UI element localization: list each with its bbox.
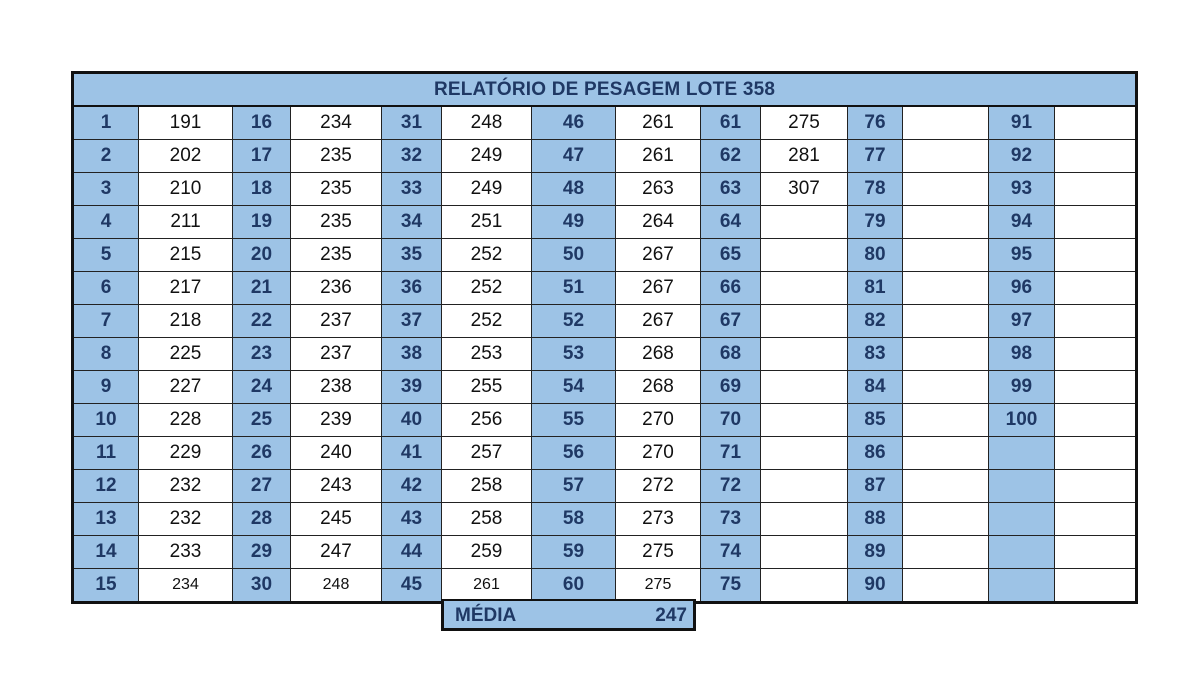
animal-number: 49 — [532, 206, 616, 239]
weight-cell — [903, 437, 989, 470]
animal-number: 96 — [989, 272, 1055, 305]
weight-cell — [1055, 173, 1137, 206]
weight-cell — [1055, 206, 1137, 239]
table-row — [73, 536, 1137, 569]
animal-number: 28 — [233, 503, 291, 536]
weight-cell: 307 — [761, 173, 848, 206]
weighing-report-table — [71, 71, 1138, 604]
weight-cell — [903, 173, 989, 206]
animal-number: 2 — [73, 140, 139, 173]
animal-number: 91 — [989, 106, 1055, 140]
animal-number: 94 — [989, 206, 1055, 239]
weight-cell: 257 — [442, 437, 532, 470]
weight-cell: 215 — [139, 239, 233, 272]
animal-number: 60 — [532, 569, 616, 603]
table-row — [73, 173, 1137, 206]
weight-cell — [1055, 536, 1137, 569]
weight-cell: 234 — [139, 569, 233, 603]
animal-number: 72 — [701, 470, 761, 503]
weight-cell — [903, 536, 989, 569]
weight-cell — [903, 503, 989, 536]
average-box — [441, 599, 696, 631]
weight-cell — [761, 206, 848, 239]
animal-number: 15 — [73, 569, 139, 603]
animal-number: 26 — [233, 437, 291, 470]
weight-cell — [761, 470, 848, 503]
animal-number: 89 — [848, 536, 903, 569]
weight-cell: 272 — [616, 470, 701, 503]
weight-cell: 225 — [139, 338, 233, 371]
weight-cell — [1055, 106, 1137, 140]
animal-number: 3 — [73, 173, 139, 206]
weight-cell — [903, 305, 989, 338]
weight-cell: 268 — [616, 371, 701, 404]
weight-cell — [1055, 272, 1137, 305]
weight-cell: 239 — [291, 404, 382, 437]
weight-cell — [903, 239, 989, 272]
animal-number: 5 — [73, 239, 139, 272]
animal-number: 54 — [532, 371, 616, 404]
animal-number: 48 — [532, 173, 616, 206]
animal-number: 37 — [382, 305, 442, 338]
weight-cell: 267 — [616, 239, 701, 272]
animal-number: 13 — [73, 503, 139, 536]
weight-cell: 235 — [291, 239, 382, 272]
animal-number: 19 — [233, 206, 291, 239]
weight-cell: 248 — [291, 569, 382, 603]
weight-cell — [761, 437, 848, 470]
animal-number: 77 — [848, 140, 903, 173]
animal-number: 78 — [848, 173, 903, 206]
weight-cell — [1055, 470, 1137, 503]
animal-number: 64 — [701, 206, 761, 239]
weight-cell — [903, 106, 989, 140]
weight-cell: 235 — [291, 173, 382, 206]
animal-number: 17 — [233, 140, 291, 173]
weight-cell: 267 — [616, 305, 701, 338]
animal-number: 45 — [382, 569, 442, 603]
weight-cell: 251 — [442, 206, 532, 239]
animal-number: 90 — [848, 569, 903, 603]
weight-cell: 267 — [616, 272, 701, 305]
animal-number: 88 — [848, 503, 903, 536]
weight-cell: 245 — [291, 503, 382, 536]
weight-cell: 249 — [442, 140, 532, 173]
animal-number: 57 — [532, 470, 616, 503]
animal-number: 9 — [73, 371, 139, 404]
animal-number: 95 — [989, 239, 1055, 272]
weight-cell: 281 — [761, 140, 848, 173]
weight-cell: 235 — [291, 140, 382, 173]
animal-number: 46 — [532, 106, 616, 140]
weight-cell — [903, 371, 989, 404]
animal-number: 98 — [989, 338, 1055, 371]
weight-cell: 252 — [442, 239, 532, 272]
weight-cell — [761, 536, 848, 569]
animal-number — [989, 503, 1055, 536]
animal-number: 21 — [233, 272, 291, 305]
weight-cell — [761, 239, 848, 272]
weight-cell: 270 — [616, 437, 701, 470]
weight-cell: 236 — [291, 272, 382, 305]
animal-number: 100 — [989, 404, 1055, 437]
animal-number: 51 — [532, 272, 616, 305]
animal-number: 86 — [848, 437, 903, 470]
animal-number: 81 — [848, 272, 903, 305]
weight-cell — [761, 404, 848, 437]
weight-cell: 275 — [616, 536, 701, 569]
animal-number: 71 — [701, 437, 761, 470]
animal-number: 75 — [701, 569, 761, 603]
weight-cell: 261 — [442, 569, 532, 603]
weight-cell: 235 — [291, 206, 382, 239]
animal-number: 47 — [532, 140, 616, 173]
weight-cell — [1055, 140, 1137, 173]
table-row — [73, 338, 1137, 371]
weight-cell: 255 — [442, 371, 532, 404]
animal-number: 31 — [382, 106, 442, 140]
weight-cell: 253 — [442, 338, 532, 371]
weight-cell: 270 — [616, 404, 701, 437]
animal-number: 53 — [532, 338, 616, 371]
animal-number: 66 — [701, 272, 761, 305]
weight-cell: 275 — [616, 569, 701, 603]
animal-number: 97 — [989, 305, 1055, 338]
weight-cell — [903, 470, 989, 503]
animal-number: 62 — [701, 140, 761, 173]
weight-cell — [1055, 569, 1137, 603]
weight-cell: 263 — [616, 173, 701, 206]
weight-cell: 275 — [761, 106, 848, 140]
weight-cell — [761, 305, 848, 338]
weight-cell: 252 — [442, 305, 532, 338]
weight-cell: 259 — [442, 536, 532, 569]
weight-cell: 202 — [139, 140, 233, 173]
table-row — [73, 404, 1137, 437]
weight-cell: 243 — [291, 470, 382, 503]
weight-cell: 233 — [139, 536, 233, 569]
weight-cell: 248 — [442, 106, 532, 140]
weight-cell — [903, 272, 989, 305]
animal-number: 1 — [73, 106, 139, 140]
weight-cell — [903, 404, 989, 437]
weight-cell: 218 — [139, 305, 233, 338]
table-row — [73, 503, 1137, 536]
animal-number: 65 — [701, 239, 761, 272]
animal-number: 52 — [532, 305, 616, 338]
weight-cell: 217 — [139, 272, 233, 305]
animal-number: 10 — [73, 404, 139, 437]
animal-number: 99 — [989, 371, 1055, 404]
weight-cell: 256 — [442, 404, 532, 437]
weight-cell: 252 — [442, 272, 532, 305]
table-row — [73, 437, 1137, 470]
animal-number: 74 — [701, 536, 761, 569]
animal-number: 41 — [382, 437, 442, 470]
weight-cell — [761, 272, 848, 305]
weight-cell: 258 — [442, 503, 532, 536]
animal-number: 34 — [382, 206, 442, 239]
animal-number: 50 — [532, 239, 616, 272]
weight-cell — [903, 569, 989, 603]
weight-cell — [761, 338, 848, 371]
weight-cell — [903, 338, 989, 371]
animal-number: 67 — [701, 305, 761, 338]
animal-number: 20 — [233, 239, 291, 272]
animal-number: 61 — [701, 106, 761, 140]
animal-number: 40 — [382, 404, 442, 437]
weight-cell: 237 — [291, 338, 382, 371]
weight-cell: 240 — [291, 437, 382, 470]
table-row — [73, 470, 1137, 503]
weight-cell: 247 — [291, 536, 382, 569]
weight-cell: 273 — [616, 503, 701, 536]
animal-number: 68 — [701, 338, 761, 371]
weight-cell: 238 — [291, 371, 382, 404]
weight-cell: 268 — [616, 338, 701, 371]
animal-number: 29 — [233, 536, 291, 569]
weight-cell — [1055, 239, 1137, 272]
animal-number: 4 — [73, 206, 139, 239]
weight-cell — [1055, 338, 1137, 371]
animal-number: 25 — [233, 404, 291, 437]
weight-cell: 264 — [616, 206, 701, 239]
weight-cell — [903, 206, 989, 239]
weight-cell — [1055, 305, 1137, 338]
animal-number: 93 — [989, 173, 1055, 206]
animal-number: 76 — [848, 106, 903, 140]
animal-number: 16 — [233, 106, 291, 140]
weight-cell: 261 — [616, 140, 701, 173]
weight-cell: 227 — [139, 371, 233, 404]
animal-number — [989, 470, 1055, 503]
table-row — [73, 305, 1137, 338]
animal-number: 70 — [701, 404, 761, 437]
weight-cell — [761, 371, 848, 404]
weight-cell: 258 — [442, 470, 532, 503]
animal-number: 84 — [848, 371, 903, 404]
weight-cell: 249 — [442, 173, 532, 206]
weight-cell — [1055, 503, 1137, 536]
animal-number: 11 — [73, 437, 139, 470]
table-row — [73, 106, 1137, 140]
weight-cell: 228 — [139, 404, 233, 437]
weight-cell — [761, 503, 848, 536]
animal-number: 38 — [382, 338, 442, 371]
animal-number: 44 — [382, 536, 442, 569]
animal-number — [989, 536, 1055, 569]
weight-cell: 234 — [291, 106, 382, 140]
weight-cell: 232 — [139, 470, 233, 503]
average-label: MÉDIA — [455, 605, 517, 626]
animal-number: 14 — [73, 536, 139, 569]
table-row — [73, 371, 1137, 404]
average-value: 247 — [655, 605, 687, 626]
animal-number — [989, 569, 1055, 603]
weight-cell — [903, 140, 989, 173]
weight-cell: 261 — [616, 106, 701, 140]
weight-cell — [1055, 437, 1137, 470]
animal-number: 23 — [233, 338, 291, 371]
animal-number: 82 — [848, 305, 903, 338]
animal-number: 85 — [848, 404, 903, 437]
weight-cell — [761, 569, 848, 603]
table-row — [73, 140, 1137, 173]
animal-number: 22 — [233, 305, 291, 338]
report-title: RELATÓRIO DE PESAGEM LOTE 358 — [73, 73, 1137, 107]
animal-number: 39 — [382, 371, 442, 404]
animal-number: 24 — [233, 371, 291, 404]
animal-number: 33 — [382, 173, 442, 206]
animal-number: 8 — [73, 338, 139, 371]
animal-number: 12 — [73, 470, 139, 503]
animal-number: 43 — [382, 503, 442, 536]
table-row — [73, 239, 1137, 272]
weight-cell: 211 — [139, 206, 233, 239]
animal-number: 36 — [382, 272, 442, 305]
animal-number: 80 — [848, 239, 903, 272]
table-row — [73, 569, 1137, 603]
animal-number: 79 — [848, 206, 903, 239]
animal-number: 63 — [701, 173, 761, 206]
weight-cell: 191 — [139, 106, 233, 140]
animal-number: 59 — [532, 536, 616, 569]
animal-number: 42 — [382, 470, 442, 503]
animal-number: 69 — [701, 371, 761, 404]
animal-number: 58 — [532, 503, 616, 536]
animal-number: 92 — [989, 140, 1055, 173]
weight-cell: 229 — [139, 437, 233, 470]
animal-number: 27 — [233, 470, 291, 503]
animal-number: 35 — [382, 239, 442, 272]
animal-number: 87 — [848, 470, 903, 503]
animal-number: 56 — [532, 437, 616, 470]
weight-cell: 210 — [139, 173, 233, 206]
animal-number: 6 — [73, 272, 139, 305]
animal-number: 73 — [701, 503, 761, 536]
weight-cell: 232 — [139, 503, 233, 536]
table-row — [73, 272, 1137, 305]
animal-number: 18 — [233, 173, 291, 206]
weight-cell — [1055, 371, 1137, 404]
animal-number: 7 — [73, 305, 139, 338]
animal-number — [989, 437, 1055, 470]
weight-cell: 237 — [291, 305, 382, 338]
animal-number: 32 — [382, 140, 442, 173]
animal-number: 30 — [233, 569, 291, 603]
animal-number: 55 — [532, 404, 616, 437]
weight-cell — [1055, 404, 1137, 437]
table-row — [73, 206, 1137, 239]
animal-number: 83 — [848, 338, 903, 371]
